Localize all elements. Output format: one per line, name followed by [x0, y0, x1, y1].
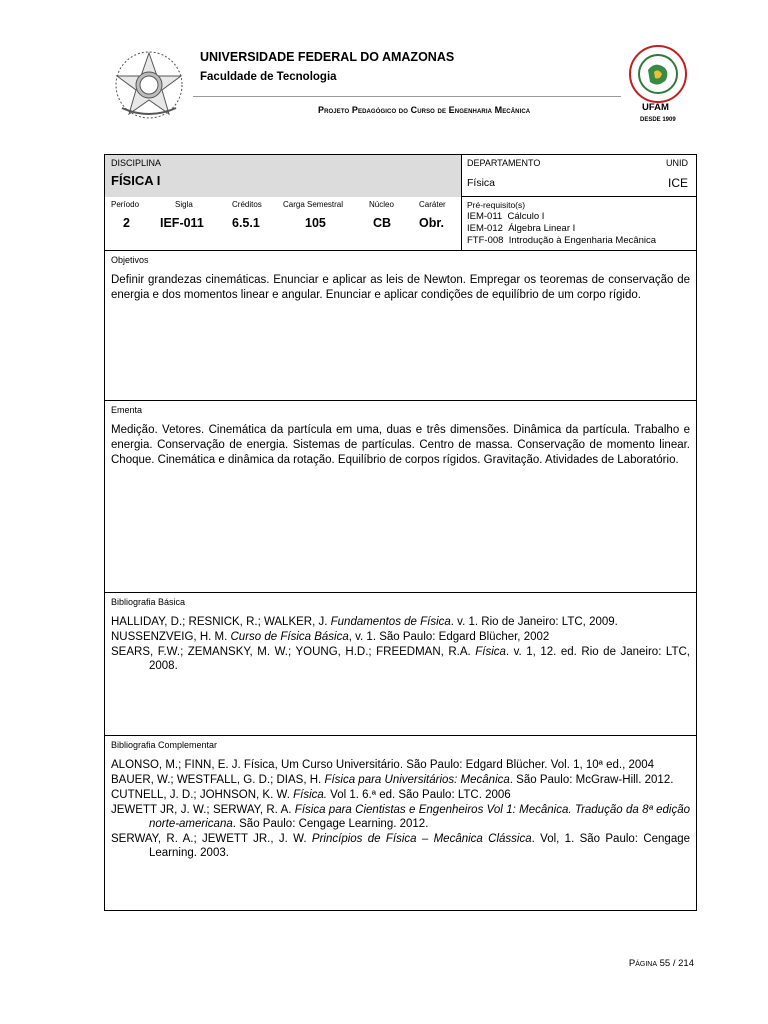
university-name: UNIVERSIDADE FEDERAL DO AMAZONAS [200, 50, 455, 64]
bib-entry: HALLIDAY, D.; RESNICK, R.; WALKER, J. Fundamentos de Física. v. 1. Rio de Janeiro: LTC, 2009. [111, 616, 618, 628]
creditos-label: Créditos [232, 200, 262, 209]
unit-value: ICE [667, 176, 688, 190]
sigla-label: Sigla [175, 200, 193, 209]
divider [461, 155, 462, 197]
objetivos-section [105, 251, 696, 401]
prereq-name: Álgebra Linear I [508, 223, 576, 234]
nucleo-label: Núcleo [369, 200, 394, 209]
discipline-form [104, 154, 697, 911]
prereq-item [467, 223, 575, 234]
prereq-label: Pré-requisito(s) [467, 200, 526, 210]
prereq-item [467, 235, 656, 246]
prereq-name: Cálculo I [507, 211, 545, 222]
ementa-section [105, 401, 696, 593]
carga-value: 105 [305, 216, 326, 230]
prereq-name: Introdução à Engenharia Mecânica [508, 235, 657, 246]
bibliografia-basica-section [105, 593, 696, 736]
ufam-seal-logo [628, 44, 688, 104]
header-rule [193, 96, 621, 97]
prereq-code: IEM-011 [467, 211, 503, 222]
course-info-row [105, 197, 696, 251]
bibliografia-complementar-list [111, 758, 690, 861]
bib-entry: NUSSENZVEIG, H. M. Curso de Física Básica, v. 1. São Paulo: Edgard Blücher, 2002 [111, 631, 550, 643]
objetivos-text: Definir grandezas cinemáticas. Enunciar e aplicar as leis de Newton. Empregar os teoremas de conservação de energia e dos momentos linear e angular. Enunciar e aplicar condições de equilíbrio de um corpo rígido. [111, 274, 690, 301]
bib-entry: ALONSO, M.; FINN, E. J. Física, Um Curso Universitário. São Paulo: Edgard Blücher. Vol. 1, 10ª ed., 2004 [111, 759, 655, 771]
carga-label: Carga Semestral [283, 200, 344, 209]
sigla-value: IEF-011 [160, 216, 204, 230]
bibliografia-complementar-section [105, 736, 696, 910]
periodo-label: Período [111, 200, 140, 209]
discipline-label: DISCIPLINA [111, 158, 162, 168]
carater-label: Caráter [419, 200, 446, 209]
bib-entry: CUTNELL, J. D.; JOHNSON, K. W. Física. Vol 1. 6.ª ed. São Paulo: LTC. 2006 [111, 789, 511, 801]
unit-label: UNID [666, 158, 688, 168]
bib-entry: JEWETT JR, J. W.; SERWAY, R. A. Física para Cientistas e Engenheiros Vol 1: Mecânica. Tradução da 8ª edição norte-americana. São Paulo: Cengage Learning. 2012. [111, 804, 690, 830]
ementa-text: Medição. Vetores. Cinemática da partícula em uma, duas e três dimensões. Dinâmica da partícula. Trabalho e energia. Conservação de energia. Sistemas de partículas. Centro de massa. Conservação de momento linear. Choque. Cinemática e dinâmica da rotação. Equilíbrio de corpos rígidos. Gravitação. Atividades de Laboratório. [111, 424, 690, 466]
department-label: DEPARTAMENTO [467, 158, 541, 168]
page-number: Página 55 / 214 [628, 958, 694, 969]
project-title: Projeto Pedagógico do Curso de Engenharia Mecânica [318, 105, 531, 115]
nucleo-value: CB [373, 216, 392, 230]
department-value: Física [467, 177, 496, 189]
prereq-item [467, 211, 544, 222]
faculty-name: Faculdade de Tecnologia [200, 71, 337, 83]
divider [461, 197, 462, 251]
prereq-code: IEM-012 [467, 223, 503, 234]
discipline-name: FÍSICA I [111, 173, 161, 188]
periodo-value: 2 [123, 216, 130, 230]
creditos-value: 6.5.1 [232, 216, 260, 230]
since-label: DESDE 1909 [640, 117, 676, 123]
brasao-emblem [112, 48, 186, 122]
bib-entry: SEARS, F.W.; ZEMANSKY, M. W.; YOUNG, H.D.; FREEDMAN, R.A. Física. v. 1, 12. ed. Rio de Janeiro: LTC, 2008. [111, 646, 690, 672]
prereq-code: FTF-008 [467, 235, 504, 246]
ufam-label: UFAM [642, 102, 669, 113]
ementa-label: Ementa [111, 405, 143, 415]
bibliografia-basica-label: Bibliografia Básica [111, 597, 186, 607]
bibliografia-basica-list [111, 615, 690, 674]
discipline-row [105, 155, 696, 197]
bib-entry: BAUER, W.; WESTFALL, G. D.; DIAS, H. Física para Universitários: Mecânica. São Paulo: McGraw-Hill. 2012. [111, 774, 674, 786]
objetivos-label: Objetivos [111, 255, 149, 265]
carater-value: Obr. [419, 216, 445, 230]
bib-entry: SERWAY, R. A.; JEWETT JR., J. W. Princípios de Física – Mecânica Clássica. Vol, 1. São Paulo: Cengage Learning. 2003. [111, 833, 691, 859]
bibliografia-complementar-label: Bibliografia Complementar [111, 740, 218, 750]
